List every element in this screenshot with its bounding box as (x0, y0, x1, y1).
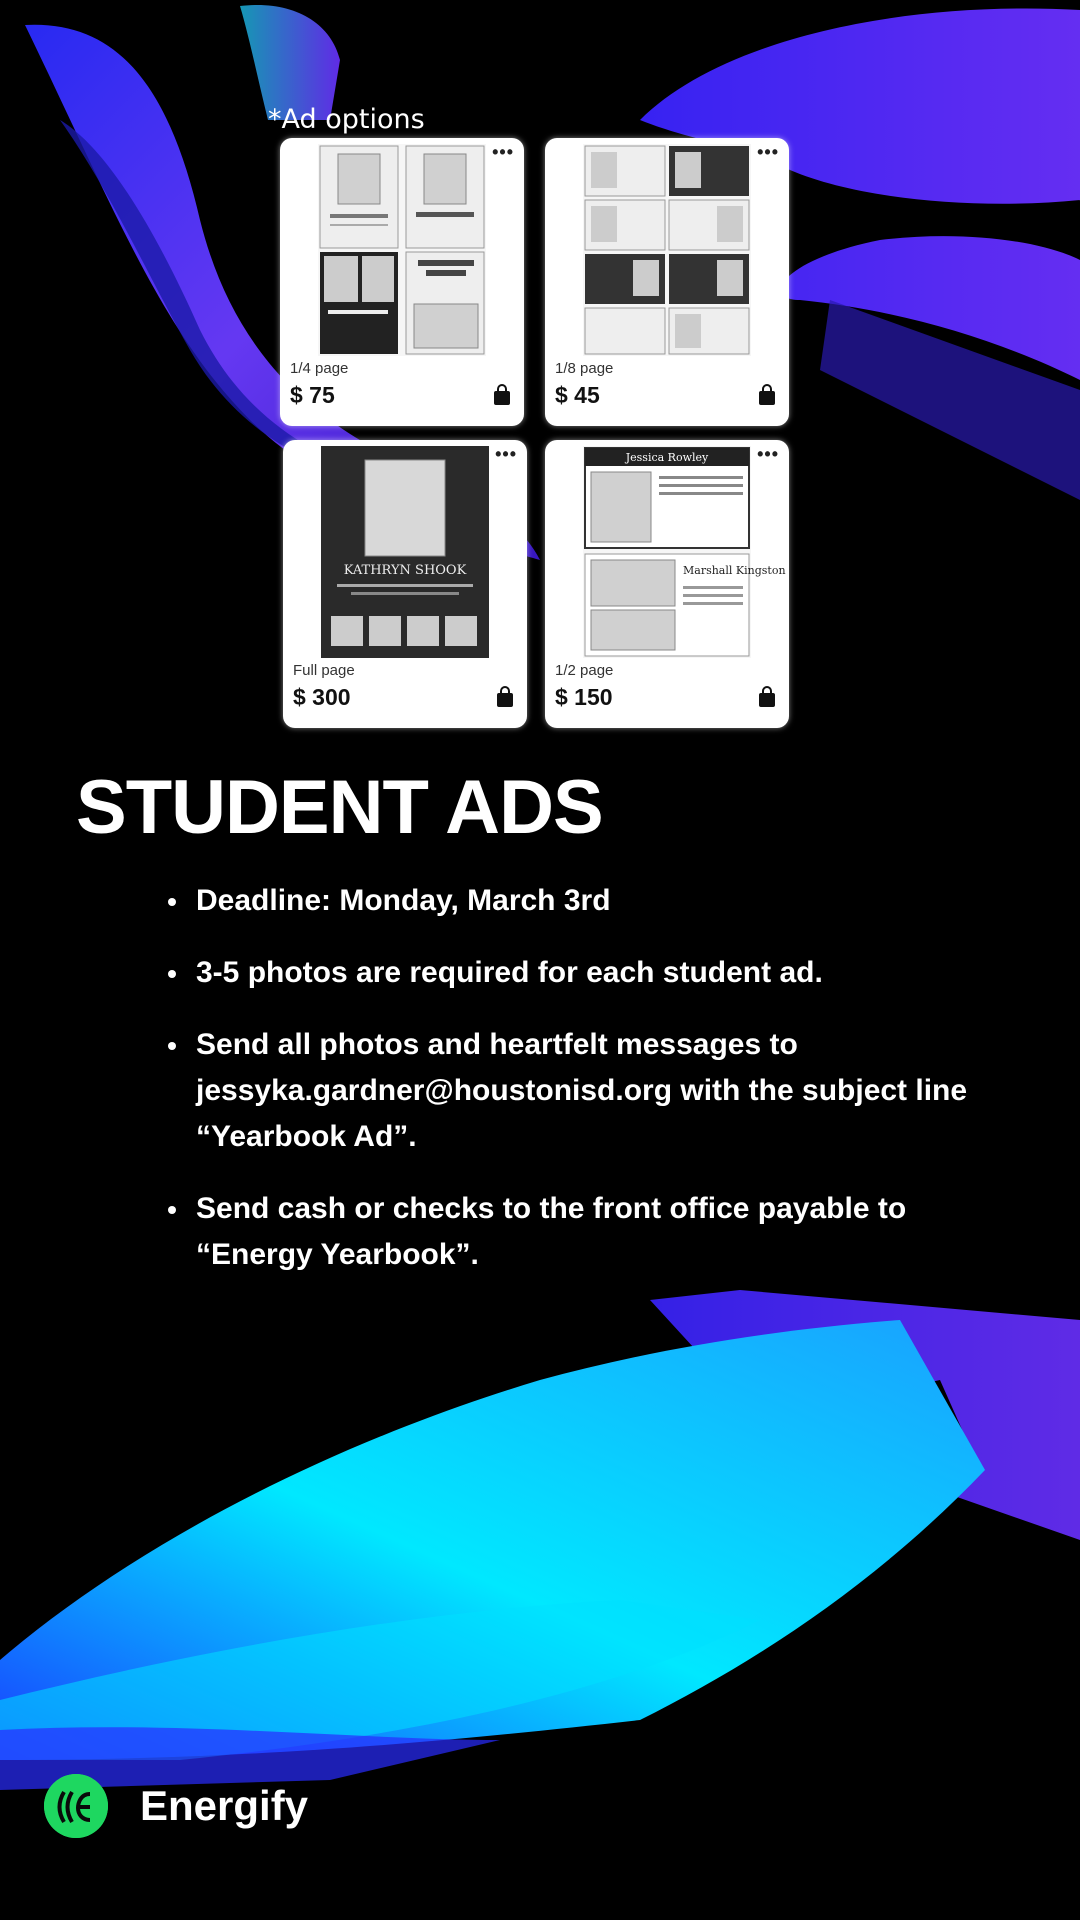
half-page-ad-preview (583, 446, 786, 658)
full-page-ad-preview (321, 446, 489, 658)
send-photos-item: Send all photos and heartfelt messages to jessyka.gardner@houstonisd.org with the subject line “Yearbook Ad”. (164, 1022, 1074, 1160)
ad-card-full-page[interactable] (283, 440, 527, 728)
deadline-item: Deadline: Monday, March 3rd (164, 878, 1074, 924)
shopping-bag-icon[interactable] (757, 384, 777, 406)
more-dots-icon[interactable]: ••• (757, 142, 779, 162)
more-dots-icon[interactable]: ••• (757, 444, 779, 464)
ad-price: $ 150 (555, 684, 613, 710)
ad-size-label: 1/4 page (290, 360, 349, 377)
half-page-preview-subname: Marshall Kingston (683, 564, 786, 577)
ad-price: $ 75 (290, 382, 335, 408)
ad-options-label: *Ad options (268, 104, 425, 135)
shopping-bag-icon[interactable] (757, 686, 777, 708)
ad-price: $ 300 (293, 684, 351, 710)
photos-requirement-item: 3-5 photos are required for each student ad. (164, 950, 896, 996)
shopping-bag-icon[interactable] (492, 384, 512, 406)
full-page-preview-name: KATHRYN SHOOK (343, 563, 467, 578)
ad-card-half-page[interactable] (545, 440, 789, 728)
ad-price: $ 45 (555, 382, 600, 408)
ad-size-label: 1/8 page (555, 360, 614, 377)
energify-logo-icon (44, 1774, 108, 1838)
eighth-page-ad-preview (583, 144, 751, 356)
ad-card-eighth-page[interactable] (545, 138, 789, 426)
ad-size-label: 1/2 page (555, 662, 614, 679)
more-dots-icon[interactable]: ••• (495, 444, 517, 464)
shopping-bag-icon[interactable] (495, 686, 515, 708)
half-page-preview-title: Jessica Rowley (625, 451, 709, 464)
brand-name: Energify (140, 1782, 309, 1829)
ad-card-quarter-page[interactable] (280, 138, 524, 426)
more-dots-icon[interactable]: ••• (492, 142, 514, 162)
ad-size-label: Full page (293, 662, 355, 679)
payment-item: Send cash or checks to the front office payable to “Energy Yearbook”. (164, 1186, 976, 1278)
page-title: STUDENT ADS (76, 765, 603, 850)
info-list (164, 878, 1074, 1304)
quarter-page-ad-preview (318, 144, 486, 356)
